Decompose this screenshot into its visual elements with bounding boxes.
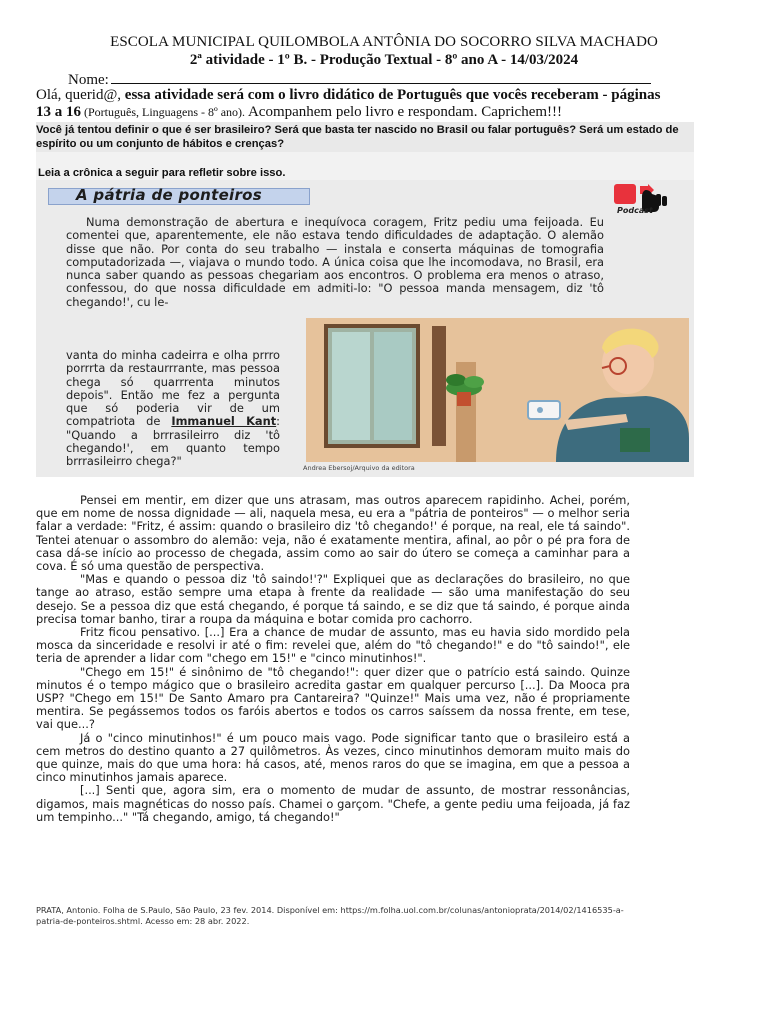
name-label: Nome: xyxy=(68,72,109,88)
body-paragraph-5: Já o "cinco minutinhos!" é um pouco mais vago. Pode significar tanto que o brasileiro está a cem metros do destino quanto a 27 quilômetros. Às vezes, cinco minutinhos demoram muito mais do que quinze, mais do que uma hora: há casos, até, menos raros do que se imagina, em que a pessoa a cinco minutinhos jamais aparece. xyxy=(36,730,630,785)
question-text: Você já tentou definir o que é ser brasileiro? Será que basta ter nascido no Brasil ou falar português? Será um estado de espírito ou um conjunto de hábitos e crenças? xyxy=(36,124,679,150)
intro-greeting: Olá, querid@, xyxy=(36,87,125,103)
wrap-end: : "Quando a brrrasileirro diz 'tô chegando!', em quanto tempo brrrasileirro chega?" xyxy=(66,414,280,469)
cronica-body xyxy=(36,494,630,824)
cronica-paragraph-1-wrap xyxy=(66,349,280,469)
intro-bold: essa atividade será com o livro didático de Português que vocês receberam - páginas 13 a 16 xyxy=(36,87,661,120)
body-paragraph-2: "Mas e quando o pessoa diz 'tô saindo!'?" Expliquei que as declarações do brasileiro, no que tange ao atraso, estão sempre uma etapa à frente da realidade — são uma manifestação do seu desejo. Se a pessoa diz que está chegando, é porque tá saindo, e se diz que tá saindo, é porque ainda precisa tomar banho, tirar a roupa da máquina e botar comida pro cachorro. xyxy=(36,572,630,626)
name-underline xyxy=(111,70,651,84)
kant-link[interactable]: Immanuel Kant xyxy=(171,414,277,429)
cronica-paragraph-1: Numa demonstração de abertura e inequívoca coragem, Fritz pediu uma feijoada. Eu comentei que, aparentemente, ele não estava tendo dificuldades de adaptação. O alemão disse que não. Por conta do seu trabalho — instala e conserta máquinas de tomografia computadorizada —, viajava o mundo todo. A única coisa que lhe incomodava, no Brasil, era nunca saber quando as pessoas chegariam aos encontros. O problema era menos o atraso, confessou, do que nossa dificuldade em admiti-lo: "O pessoa manda mensagem, diz 'tô chegando!', cu le- xyxy=(66,215,604,309)
body-paragraph-6: [...] Senti que, agora sim, era o momento de mudar de assunto, de mostrar ressonâncias, digamos, mais magnéticas do nosso país. Chamei o garçom. "Chefe, a gente pediu uma feijoada, já faz um tempinho..." "Tá chegando, amigo, tá chegando!" xyxy=(36,783,630,824)
crônica-illustration xyxy=(306,318,689,462)
body-paragraph-3: Fritz ficou pensativo. [...] Era a chance de mudar de assunto, mas eu havia sido mordido pela mosca da sinceridade e resolvi ir até o fim: revelei que, além do "tô chegando!" e do "tô saindo!", ele teria de aprender a lidar com "chego em 15!" e "cinco minutinhos!". xyxy=(36,625,630,666)
intro-text xyxy=(36,87,676,121)
wrap-text: vanta do minha cadeirra e olha prrro porrrta da restaurrrante, mas pessoa chega só quarrrenta minutos depois". Então me fez a pergunta que só poderia vir de um compatriota de xyxy=(66,348,280,429)
reference-text: PRATA, Antonio. Folha de S.Paulo, São Paulo, 23 fev. 2014. Disponível em: https://m.folha.uol.com.br/colunas/antonioprata/2014/02/1416535-a-patria-de-ponteiros.shtml. Acesso em: 28 abr. 2022. xyxy=(36,905,624,926)
body-paragraph-1: Pensei em mentir, em dizer que uns atrasam, mas outros aparecem rapidinho. Achei, porém, que em nome de nossa dignidade — ali, naquela mesa, eu era a "pátria de ponteiros" — o melhor seria falar a verdade: "Fritz, é assim: quando o brasileiro diz 'tô chegando!' é porque, na real, ele tá saindo". Tentei atenuar o assombro do alemão: veja, não é exatamente mentira, afinal, ao pôr o pé pra fora de casa dá-se início ao processo de chegada, assim como ao sair do útero se começa a caminhar para a cova. É só uma questão de perspectiva. xyxy=(36,493,630,574)
intro-small: (Português, Linguagens - 8º ano). xyxy=(81,105,246,119)
image-credit: Andrea Ebersoj/Arquivo da editora xyxy=(303,464,415,472)
podcast-label: Podcast xyxy=(617,206,653,215)
instruction-text: Leia a crônica a seguir para refletir sobre isso. xyxy=(38,167,286,179)
activity-title: 2ª atividade - 1º B. - Produção Textual - 8º ano A - 14/03/2024 xyxy=(189,52,579,68)
body-paragraph-4: "Chego em 15!" é sinônimo de "tô chegando!": quer dizer que o patrício está saindo. Quinze minutos é o tempo mágico que o brasileiro acredita gastar em qualquer percurso [...]. Da Mooca pra USP? "Chego em 15!" De Santo Amaro pra Cantareira? "Quinze!" Mais uma vez, não é propriamente mentira. Se pegássemos todos os faróis abertos e todos os carros saíssem da nossa frente, em tese, vai que...? xyxy=(36,664,630,732)
cronica-title: A pátria de ponteiros xyxy=(76,186,263,204)
school-name: ESCOLA MUNICIPAL QUILOMBOLA ANTÔNIA DO SOCORRO SILVA MACHADO xyxy=(110,34,658,50)
intro-closing: Acompanhem pelo livro e respondam. Caprichem!!! xyxy=(245,104,563,120)
